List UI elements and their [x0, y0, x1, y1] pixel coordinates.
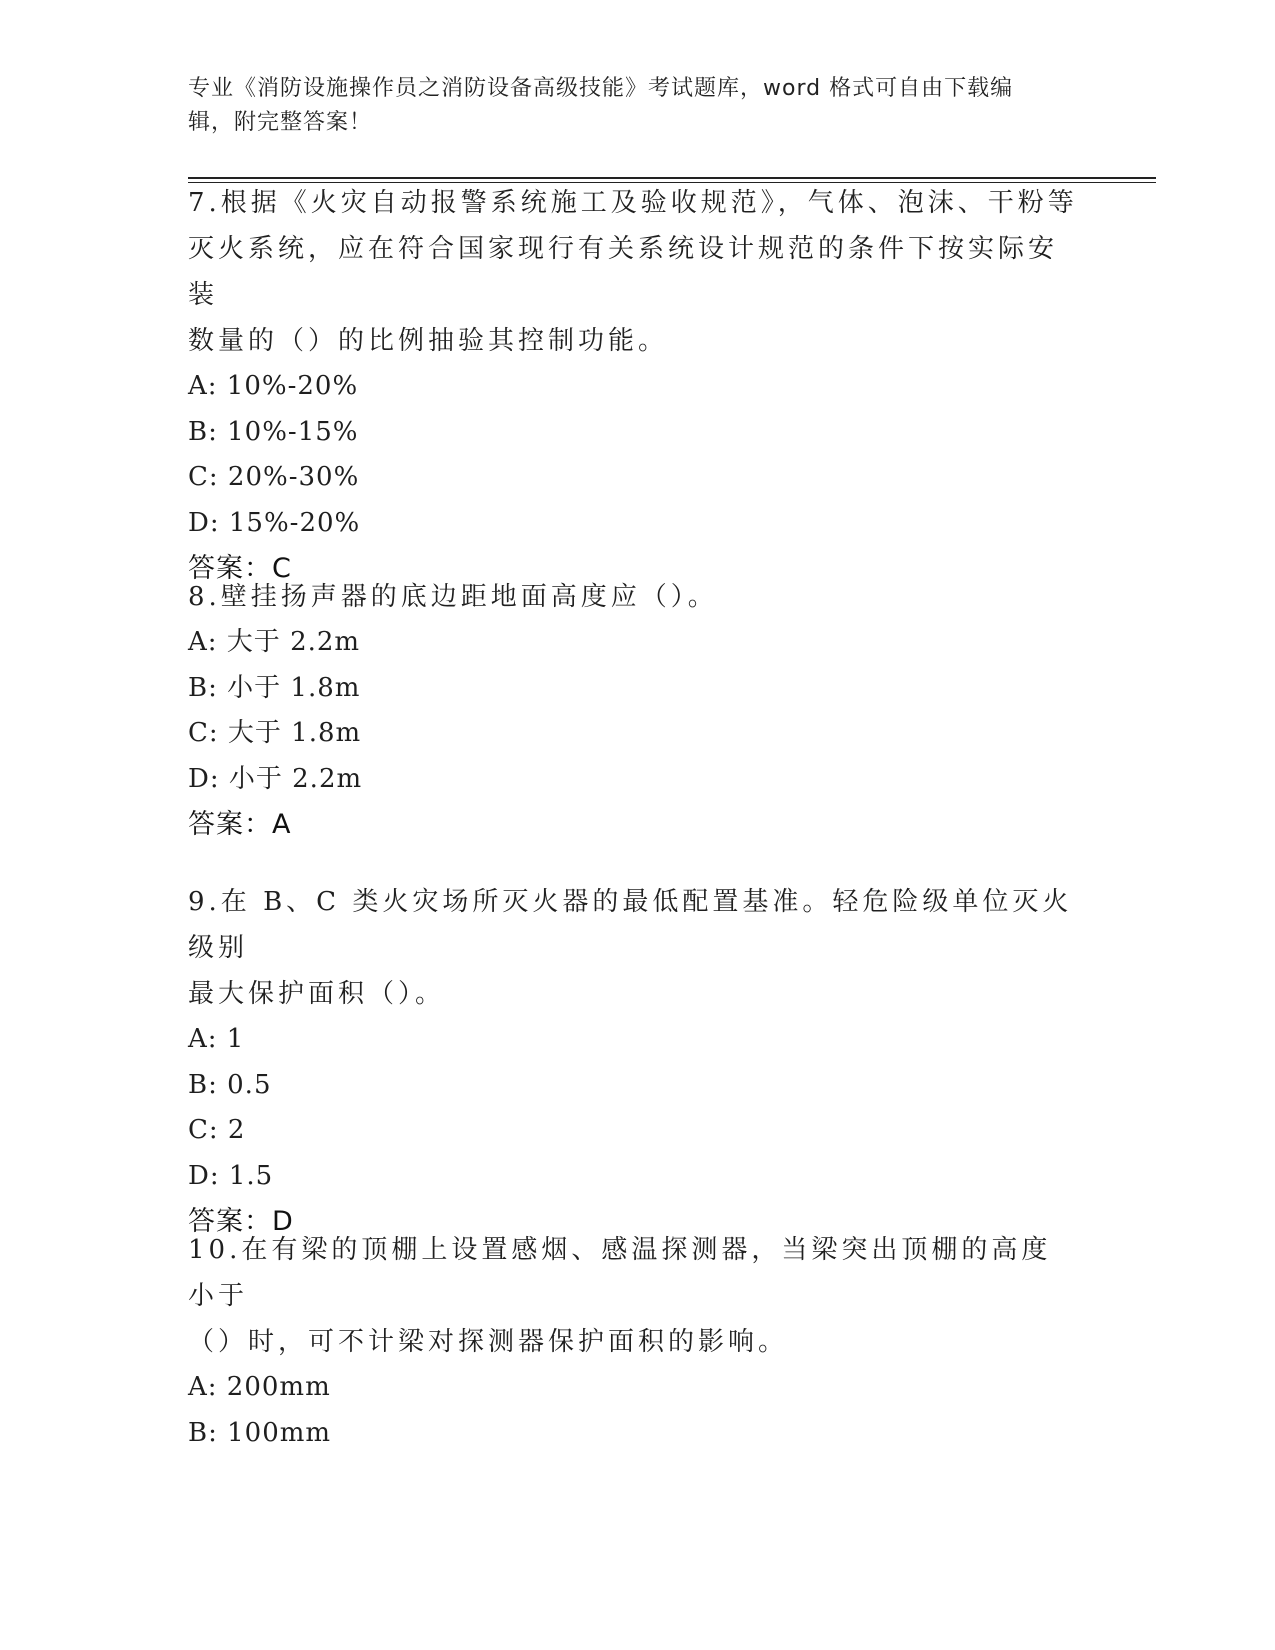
answer-label: 答案：A — [188, 809, 292, 840]
question-stem-line: 8.壁挂扬声器的底边距地面高度应（）。 — [188, 582, 718, 612]
question-stem-line: 10.在有梁的顶棚上设置感烟、感温探测器，当梁突出顶棚的高度小于 — [188, 1235, 1052, 1311]
option-b: B: 10%-15% — [188, 416, 359, 447]
option-d: D: 15%-20% — [188, 507, 361, 538]
question-stem-line: 数量的（）的比例抽验其控制功能。 — [188, 326, 669, 356]
option-a: A: 大于 2.2m — [188, 627, 361, 657]
option-a: A: 1 — [188, 1024, 245, 1054]
option-b: B: 0.5 — [188, 1069, 272, 1100]
question-8 — [188, 574, 1078, 848]
option-d: D: 小于 2.2m — [188, 763, 363, 794]
question-stem-line: 7.根据《火灾自动报警系统施工及验收规范》，气体、泡沫、干粉等 — [188, 188, 1078, 218]
question-10 — [188, 1227, 1078, 1456]
question-stem-line: 最大保护面积（）。 — [188, 979, 446, 1009]
option-d: D: 1.5 — [188, 1160, 274, 1191]
question-9 — [188, 879, 1078, 1245]
option-a: A: 200mm — [188, 1372, 331, 1402]
option-c: C: 2 — [188, 1115, 246, 1145]
header-divider-thick — [188, 177, 1156, 179]
question-stem-line: 9.在 B、C 类火灾场所灭火器的最低配置基准。轻危险级单位灭火级别 — [188, 887, 1073, 963]
answer-label: 答案：C — [188, 553, 292, 584]
header-line-1: 专业《消防设施操作员之消防设备高级技能》考试题库，word 格式可自由下载编 — [188, 76, 1014, 101]
question-stem-line: （）时，可不计梁对探测器保护面积的影响。 — [188, 1327, 789, 1357]
document-header — [188, 72, 1088, 140]
option-c: C: 20%-30% — [188, 462, 360, 492]
question-stem-line: 灭火系统，应在符合国家现行有关系统设计规范的条件下按实际安装 — [188, 234, 1059, 310]
option-b: B: 100mm — [188, 1417, 332, 1448]
option-a: A: 10%-20% — [188, 371, 359, 401]
question-7 — [188, 180, 1078, 592]
header-line-2: 辑，附完整答案！ — [188, 110, 373, 135]
option-b: B: 小于 1.8m — [188, 672, 361, 703]
answer-label: 答案：D — [188, 1206, 294, 1237]
option-c: C: 大于 1.8m — [188, 718, 362, 748]
